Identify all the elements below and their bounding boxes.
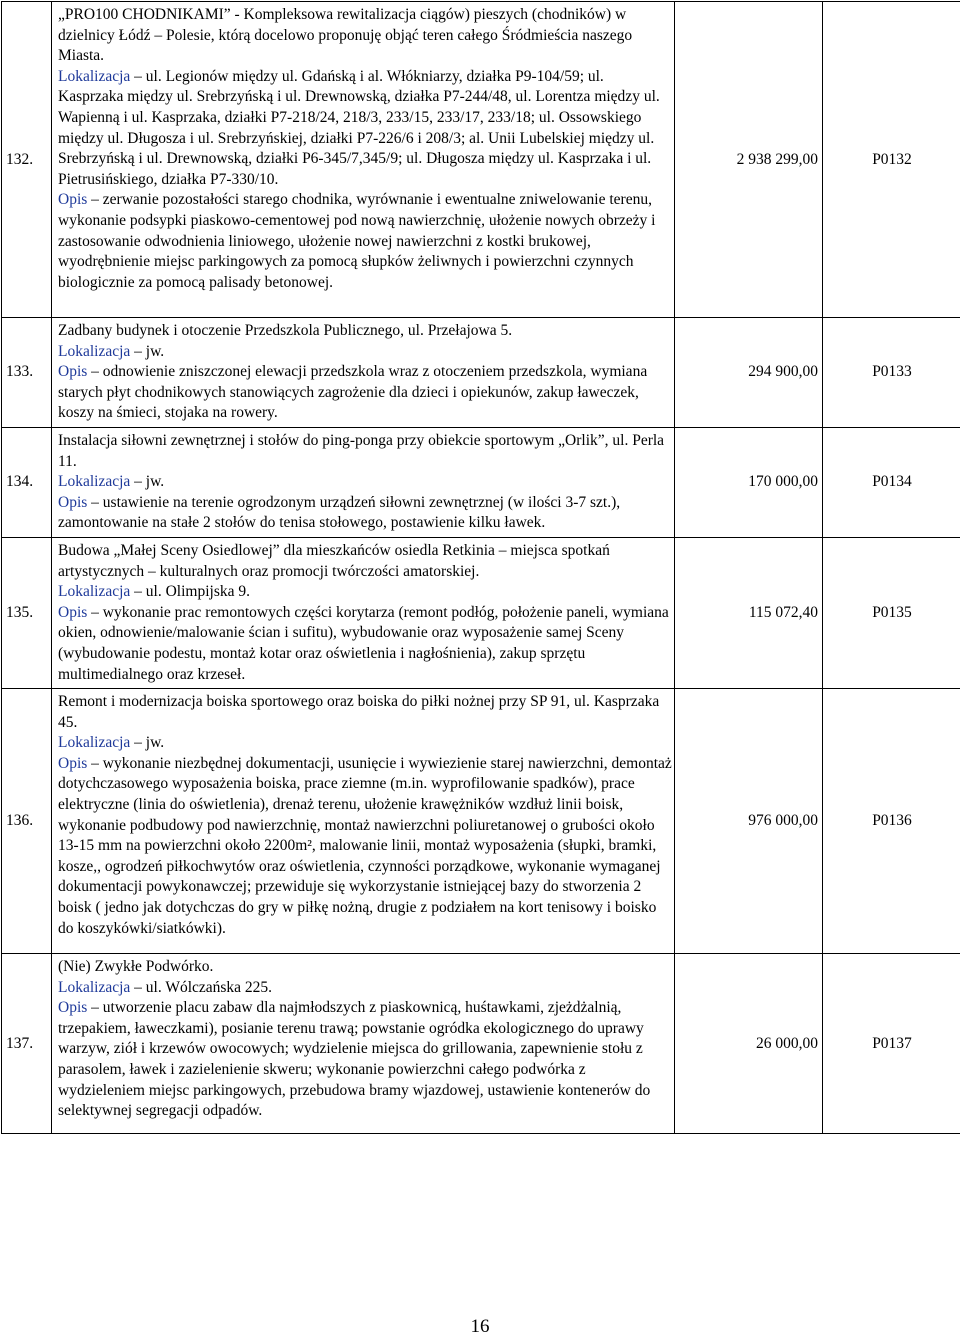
location-label: Lokalizacja	[58, 68, 130, 85]
table-row	[2, 954, 960, 1134]
project-code: P0137	[823, 954, 960, 1134]
table-row	[2, 537, 960, 688]
project-code: P0132	[823, 2, 960, 318]
description-label: Opis	[58, 494, 87, 511]
location-label: Lokalizacja	[58, 583, 130, 600]
location-text: – jw.	[130, 473, 164, 490]
amount: 2 938 299,00	[675, 2, 823, 318]
description-text: – utworzenie placu zabaw dla najmłodszych z piaskownicą, huśtawkami, zjeżdżalnią, trzepakiem, ławeczkami), posianie terenu trawą; powstanie ogródka ekologicznego do uprawy warzyw, ziół i krzewów owocowych; wydzielenie miejsca do grillowania, zapewnienie stołu z parasolem, ławek i zazielenienie skweru; wykonanie powierzchni całego podwórka z wydzieleniem miejsc parkingowych, przebudowa bramy wjazdowej, ustawienie kontenerów do selektywnej segregacji odpadów.	[58, 999, 650, 1119]
project-description	[52, 689, 675, 954]
description-label: Opis	[58, 191, 87, 208]
description-label: Opis	[58, 604, 87, 621]
row-number: 136.	[2, 689, 52, 954]
table-row	[2, 2, 960, 318]
row-number: 134.	[2, 427, 52, 537]
description-text: – odnowienie zniszczonej elewacji przedszkola wraz z otoczeniem przedszkola, wymiana starych płyt chodnikowych stanowiących zagrożenie dla dzieci i opiekunów, zakup ławeczek, koszy na śmieci, stojaka na rowery.	[58, 363, 647, 421]
project-description	[52, 954, 675, 1134]
description-text: – wykonanie prac remontowych części korytarza (remont podłóg, położenie paneli, wymiana okien, odnowienie/malowanie ścian i sufitu), wybudowanie oraz wyposażenie samej Sceny (wybudowanie podestu, montaż kotar oraz oświetlenia i nagłośnienia), zakup sprzętu multimedialnego oraz krzeseł.	[58, 604, 669, 683]
amount: 115 072,40	[675, 537, 823, 688]
project-title: Instalacja siłowni zewnętrznej i stołów do ping-ponga przy obiekcie sportowym „Orlik”, ul. Perla 11.	[58, 431, 672, 472]
location-text: – ul. Legionów między ul. Gdańską i al. Włókniarzy, działka P9-104/59; ul. Kasprzaka między ul. Srebrzyńską i ul. Drewnowską, działka P7-244/48, ul. Lorentza między ul. Wapienną i ul. Kasprzaka, działki P7-218/24, 218/3, 233/15, 233/17, 233/18; ul. Ossowskiego między ul. Długosza i ul. Srebrzyńskiej, działki P7-226/6 i 208/3; al. Unii Lubelskiej między ul. Srebrzyńską i ul. Drewnowską, działki P6-345/7,345/9; ul. Długosza między ul. Kasprzaka i ul. Pietrusińskiego, działka P7-330/10.	[58, 68, 660, 188]
project-description	[52, 427, 675, 537]
description-label: Opis	[58, 999, 87, 1016]
project-code: P0134	[823, 427, 960, 537]
project-description	[52, 2, 675, 318]
project-title: (Nie) Zwykłe Podwórko.	[58, 957, 672, 978]
project-description	[52, 318, 675, 428]
location-label: Lokalizacja	[58, 734, 130, 751]
amount: 26 000,00	[675, 954, 823, 1134]
project-code: P0133	[823, 318, 960, 428]
project-code: P0136	[823, 689, 960, 954]
location-text: – ul. Wólczańska 225.	[130, 979, 272, 996]
row-number: 135.	[2, 537, 52, 688]
amount: 976 000,00	[675, 689, 823, 954]
project-title: Budowa „Małej Sceny Osiedlowej” dla mieszkańców osiedla Retkinia – miejsca spotkań artystycznych – kulturalnych oraz promocji twórczości amatorskiej.	[58, 541, 672, 582]
location-text: – ul. Olimpijska 9.	[130, 583, 250, 600]
row-number: 137.	[2, 954, 52, 1134]
location-text: – jw.	[130, 343, 164, 360]
location-label: Lokalizacja	[58, 343, 130, 360]
table-row	[2, 427, 960, 537]
description-label: Opis	[58, 755, 87, 772]
row-number: 132.	[2, 2, 52, 318]
project-code: P0135	[823, 537, 960, 688]
table-row	[2, 689, 960, 954]
description-label: Opis	[58, 363, 87, 380]
location-label: Lokalizacja	[58, 473, 130, 490]
project-title: „PRO100 CHODNIKAMI” - Kompleksowa rewitalizacja ciągów) pieszych (chodników) w dzielnicy Łódź – Polesie, którą docelowo proponuję objąć teren całego Śródmieścia naszego Miasta.	[58, 5, 672, 67]
amount: 170 000,00	[675, 427, 823, 537]
row-number: 133.	[2, 318, 52, 428]
projects-table	[1, 1, 960, 1134]
description-text: – zerwanie pozostałości starego chodnika, wyrównanie i ewentualne zniwelowanie terenu, wykonanie podsypki piaskowo-cementowej pod nową nawierzchnię, ułożenie nowych obrzeży i zastosowanie odwodnienia liniowego, ułożenie nowej nawierzchni z kostki brukowej, wyodrębnienie miejsc parkingowych za pomocą słupków żeliwnych i powierzchni czynnych biologicznie za pomocą palisady betonowej.	[58, 191, 655, 290]
description-text: – ustawienie na terenie ogrodzonym urządzeń siłowni zewnętrznej (w ilości 3-7 szt.), zamontowanie na stałe 2 stołów do tenisa stołowego, postawienie kilku ławek.	[58, 494, 620, 532]
project-title: Zadbany budynek i otoczenie Przedszkola Publicznego, ul. Przełajowa 5.	[58, 321, 672, 342]
location-label: Lokalizacja	[58, 979, 130, 996]
amount: 294 900,00	[675, 318, 823, 428]
location-text: – jw.	[130, 734, 164, 751]
page-number: 16	[0, 1316, 960, 1338]
project-description	[52, 537, 675, 688]
table-row	[2, 318, 960, 428]
description-text: – wykonanie niezbędnej dokumentacji, usunięcie i wywiezienie starej nawierzchni, demontaż dotychczasowego wyposażenia boiska, prace ziemne (m.in. wyprofilowanie spadków), prace elektryczne (linia do oświetlenia), drenaż terenu, ułożenie krawężników wzdłuż linii boisk, wykonanie podbudowy pod nawierzchnię, montaż nawierzchni poliuretanowej o grubości około 13-15 mm na powierzchni około 2200m², malowanie linii, montaż wyposażenia (słupki, bramki, kosze,, ogrodzeń piłkochwytów oraz oświetlenia, czynności porządkowe, wykonanie wymaganej dokumentacji powykonawczej; przewiduje się wykorzystanie istniejącej bazy do stworzenia 2 boisk ( jedno jak dotychczas do gry w piłkę nożną, drugie z podziałem na kort tenisowy i boisko do koszykówki/siatkówki).	[58, 755, 672, 937]
project-title: Remont i modernizacja boiska sportowego oraz boiska do piłki nożnej przy SP 91, ul. Kasprzaka 45.	[58, 692, 672, 733]
